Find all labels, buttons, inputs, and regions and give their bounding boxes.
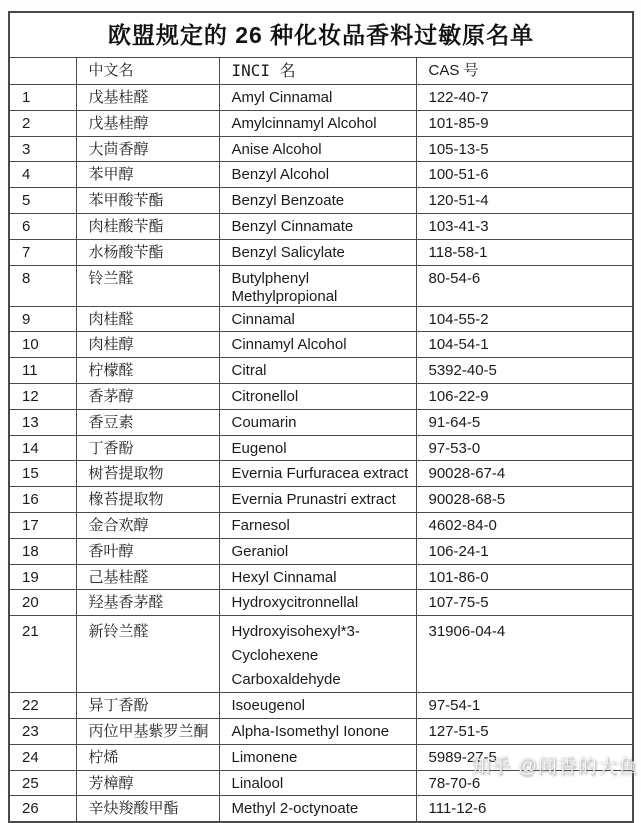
table-row bbox=[9, 744, 633, 770]
chinese-name-cell: 苯甲酸苄酯 bbox=[76, 188, 219, 214]
cas-number-cell: 104-55-2 bbox=[416, 306, 633, 332]
column-header-cas-number: CAS 号 bbox=[416, 58, 633, 85]
chinese-name-cell: 金合欢醇 bbox=[76, 512, 219, 538]
row-index-cell: 25 bbox=[9, 770, 76, 796]
row-index-cell: 12 bbox=[9, 383, 76, 409]
row-index-cell: 20 bbox=[9, 590, 76, 616]
row-index-cell: 18 bbox=[9, 538, 76, 564]
cas-number-cell: 5989-27-5 bbox=[416, 744, 633, 770]
table-row bbox=[9, 162, 633, 188]
cas-number-cell: 120-51-4 bbox=[416, 188, 633, 214]
row-index-cell: 13 bbox=[9, 409, 76, 435]
cas-number-cell: 97-54-1 bbox=[416, 693, 633, 719]
table-row bbox=[9, 239, 633, 265]
inci-name-cell: Citral bbox=[219, 358, 416, 384]
inci-name-cell: Hydroxycitronnellal bbox=[219, 590, 416, 616]
inci-name-cell: Farnesol bbox=[219, 512, 416, 538]
chinese-name-cell: 丙位甲基紫罗兰酮 bbox=[76, 718, 219, 744]
chinese-name-cell: 戊基桂醇 bbox=[76, 110, 219, 136]
chinese-name-cell: 戊基桂醛 bbox=[76, 85, 219, 111]
title-row bbox=[9, 12, 633, 58]
cas-number-cell: 80-54-6 bbox=[416, 265, 633, 306]
table-row bbox=[9, 136, 633, 162]
inci-name-cell: Geraniol bbox=[219, 538, 416, 564]
inci-name-cell: Isoeugenol bbox=[219, 693, 416, 719]
inci-name-cell: Citronellol bbox=[219, 383, 416, 409]
cas-number-cell: 78-70-6 bbox=[416, 770, 633, 796]
table-row bbox=[9, 590, 633, 616]
allergen-table-body bbox=[9, 85, 633, 822]
inci-name-cell: Cinnamal bbox=[219, 306, 416, 332]
table-row bbox=[9, 383, 633, 409]
cas-number-cell: 106-24-1 bbox=[416, 538, 633, 564]
row-index-cell: 14 bbox=[9, 435, 76, 461]
row-index-cell: 22 bbox=[9, 693, 76, 719]
table-row bbox=[9, 718, 633, 744]
column-header-index bbox=[9, 58, 76, 85]
row-index-cell: 17 bbox=[9, 512, 76, 538]
inci-name-cell: Amyl Cinnamal bbox=[219, 85, 416, 111]
chinese-name-cell: 苯甲醇 bbox=[76, 162, 219, 188]
table-row bbox=[9, 796, 633, 822]
chinese-name-cell: 肉桂酸苄酯 bbox=[76, 213, 219, 239]
cas-number-cell: 122-40-7 bbox=[416, 85, 633, 111]
table-row bbox=[9, 693, 633, 719]
cas-number-cell: 100-51-6 bbox=[416, 162, 633, 188]
chinese-name-cell: 肉桂醇 bbox=[76, 332, 219, 358]
row-index-cell: 4 bbox=[9, 162, 76, 188]
row-index-cell: 24 bbox=[9, 744, 76, 770]
cas-number-cell: 106-22-9 bbox=[416, 383, 633, 409]
cas-number-cell: 91-64-5 bbox=[416, 409, 633, 435]
inci-name-cell: Eugenol bbox=[219, 435, 416, 461]
row-index-cell: 7 bbox=[9, 239, 76, 265]
cas-number-cell: 101-86-0 bbox=[416, 564, 633, 590]
row-index-cell: 5 bbox=[9, 188, 76, 214]
table-row bbox=[9, 213, 633, 239]
cas-number-cell: 103-41-3 bbox=[416, 213, 633, 239]
header-row bbox=[9, 58, 633, 85]
chinese-name-cell: 羟基香茅醛 bbox=[76, 590, 219, 616]
chinese-name-cell: 香茅醇 bbox=[76, 383, 219, 409]
chinese-name-cell: 辛炔羧酸甲酯 bbox=[76, 796, 219, 822]
table-row bbox=[9, 487, 633, 513]
table-row bbox=[9, 332, 633, 358]
chinese-name-cell: 己基桂醛 bbox=[76, 564, 219, 590]
row-index-cell: 23 bbox=[9, 718, 76, 744]
table-row bbox=[9, 538, 633, 564]
inci-name-cell: Cinnamyl Alcohol bbox=[219, 332, 416, 358]
table-row bbox=[9, 616, 633, 693]
inci-name-cell: Evernia Prunastri extract bbox=[219, 487, 416, 513]
cas-number-cell: 107-75-5 bbox=[416, 590, 633, 616]
row-index-cell: 6 bbox=[9, 213, 76, 239]
table-row bbox=[9, 358, 633, 384]
page-title: 欧盟规定的 26 种化妆品香料过敏原名单 bbox=[9, 12, 633, 58]
inci-name-cell: Alpha-Isomethyl Ionone bbox=[219, 718, 416, 744]
inci-name-cell: Hexyl Cinnamal bbox=[219, 564, 416, 590]
cas-number-cell: 4602-84-0 bbox=[416, 512, 633, 538]
cas-number-cell: 127-51-5 bbox=[416, 718, 633, 744]
chinese-name-cell: 香豆素 bbox=[76, 409, 219, 435]
row-index-cell: 21 bbox=[9, 616, 76, 693]
inci-name-cell: Evernia Furfuracea extract bbox=[219, 461, 416, 487]
table-row bbox=[9, 512, 633, 538]
cas-number-cell: 5392-40-5 bbox=[416, 358, 633, 384]
table-row bbox=[9, 461, 633, 487]
chinese-name-cell: 铃兰醛 bbox=[76, 265, 219, 306]
inci-name-cell: Methyl 2-octynoate bbox=[219, 796, 416, 822]
table-row bbox=[9, 435, 633, 461]
row-index-cell: 26 bbox=[9, 796, 76, 822]
chinese-name-cell: 异丁香酚 bbox=[76, 693, 219, 719]
cas-number-cell: 118-58-1 bbox=[416, 239, 633, 265]
chinese-name-cell: 水杨酸苄酯 bbox=[76, 239, 219, 265]
table-row bbox=[9, 85, 633, 111]
row-index-cell: 9 bbox=[9, 306, 76, 332]
row-index-cell: 11 bbox=[9, 358, 76, 384]
table-row bbox=[9, 564, 633, 590]
chinese-name-cell: 大茴香醇 bbox=[76, 136, 219, 162]
table-row bbox=[9, 306, 633, 332]
inci-name-cell: Benzyl Cinnamate bbox=[219, 213, 416, 239]
inci-name-cell: Butylphenyl Methylpropional bbox=[219, 265, 416, 306]
cas-number-cell: 104-54-1 bbox=[416, 332, 633, 358]
chinese-name-cell: 柠檬醛 bbox=[76, 358, 219, 384]
inci-name-cell: Anise Alcohol bbox=[219, 136, 416, 162]
inci-name-cell: Coumarin bbox=[219, 409, 416, 435]
chinese-name-cell: 橡苔提取物 bbox=[76, 487, 219, 513]
cas-number-cell: 105-13-5 bbox=[416, 136, 633, 162]
inci-name-cell: Benzyl Benzoate bbox=[219, 188, 416, 214]
cas-number-cell: 111-12-6 bbox=[416, 796, 633, 822]
column-header-inci-name: INCI 名 bbox=[219, 58, 416, 85]
chinese-name-cell: 柠烯 bbox=[76, 744, 219, 770]
chinese-name-cell: 肉桂醛 bbox=[76, 306, 219, 332]
inci-name-cell: Benzyl Salicylate bbox=[219, 239, 416, 265]
inci-name-cell: Limonene bbox=[219, 744, 416, 770]
chinese-name-cell: 丁香酚 bbox=[76, 435, 219, 461]
inci-name-cell: Benzyl Alcohol bbox=[219, 162, 416, 188]
chinese-name-cell: 树苔提取物 bbox=[76, 461, 219, 487]
inci-name-cell: Hydroxyisohexyl*3-Cyclohexene Carboxaldehyde bbox=[219, 616, 416, 693]
inci-name-cell: Amylcinnamyl Alcohol bbox=[219, 110, 416, 136]
zhihu-watermark: 知乎 @闻香的大鱼 bbox=[471, 756, 638, 777]
table-row bbox=[9, 770, 633, 796]
row-index-cell: 16 bbox=[9, 487, 76, 513]
cas-number-cell: 90028-68-5 bbox=[416, 487, 633, 513]
allergen-table bbox=[8, 11, 634, 823]
table-row bbox=[9, 110, 633, 136]
table-row bbox=[9, 265, 633, 306]
cas-number-cell: 101-85-9 bbox=[416, 110, 633, 136]
table-row bbox=[9, 409, 633, 435]
row-index-cell: 15 bbox=[9, 461, 76, 487]
chinese-name-cell: 香叶醇 bbox=[76, 538, 219, 564]
row-index-cell: 1 bbox=[9, 85, 76, 111]
row-index-cell: 3 bbox=[9, 136, 76, 162]
row-index-cell: 19 bbox=[9, 564, 76, 590]
row-index-cell: 8 bbox=[9, 265, 76, 306]
row-index-cell: 10 bbox=[9, 332, 76, 358]
column-header-chinese-name: 中文名 bbox=[76, 58, 219, 85]
cas-number-cell: 90028-67-4 bbox=[416, 461, 633, 487]
cas-number-cell: 31906-04-4 bbox=[416, 616, 633, 693]
cas-number-cell: 97-53-0 bbox=[416, 435, 633, 461]
row-index-cell: 2 bbox=[9, 110, 76, 136]
chinese-name-cell: 新铃兰醛 bbox=[76, 616, 219, 693]
inci-name-cell: Linalool bbox=[219, 770, 416, 796]
chinese-name-cell: 芳樟醇 bbox=[76, 770, 219, 796]
table-row bbox=[9, 188, 633, 214]
